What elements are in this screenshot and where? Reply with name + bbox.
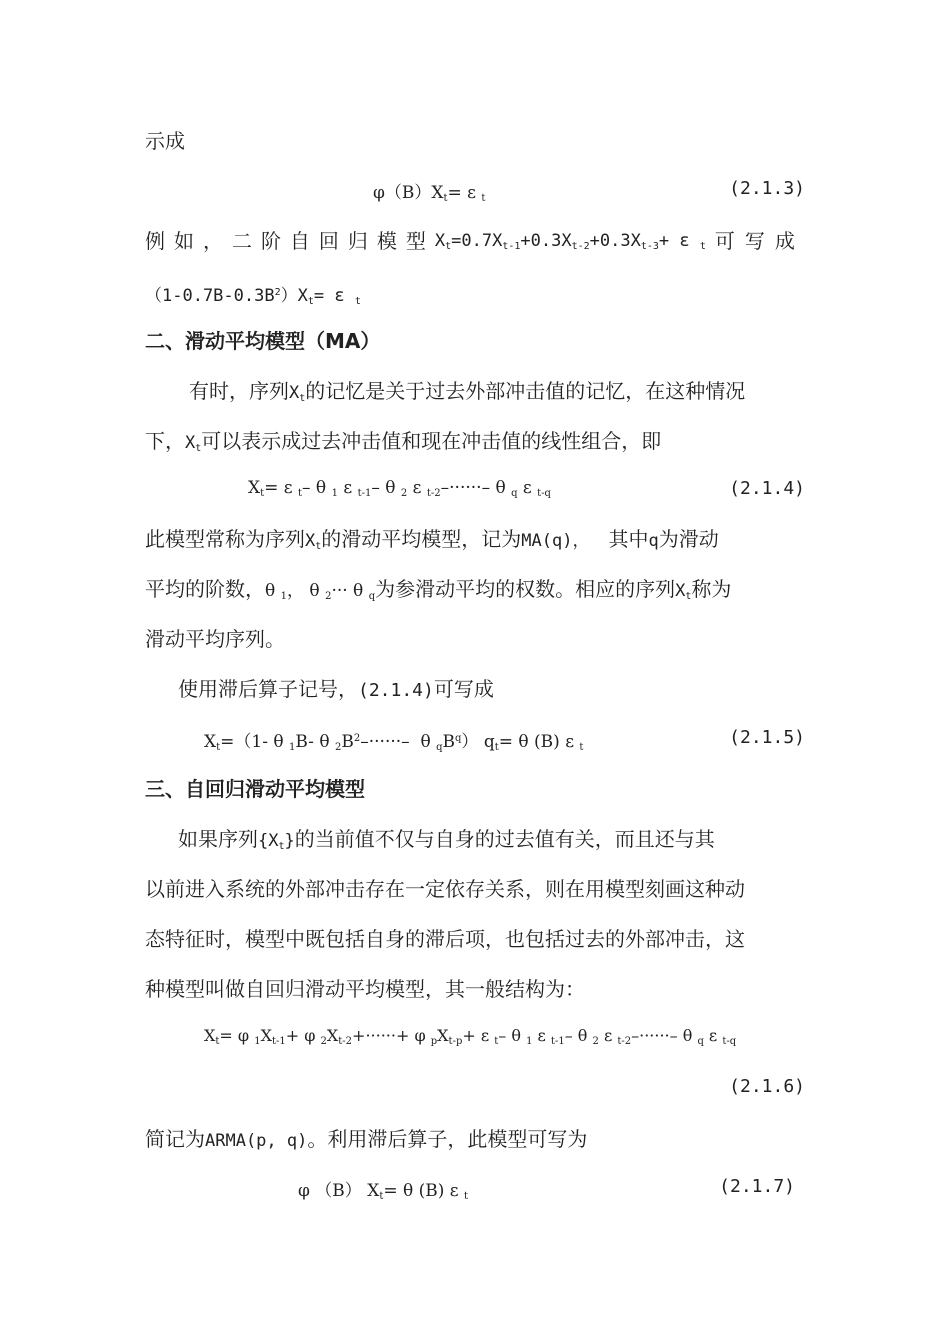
text-line (145, 626, 805, 652)
text-fragment: 可写成 (433, 677, 494, 701)
section-heading: 二、滑动平均模型（MA） (145, 329, 381, 353)
text-fragment: 有时，序列 (189, 379, 289, 403)
text-fragment: 称为 (691, 577, 732, 601)
text-fragment: MA(q)， (521, 531, 590, 551)
equation-number: (2.1.5) (729, 727, 805, 748)
text-char: 回 (318, 229, 339, 253)
equation-2-1-7: φ （B） $X_t= \theta$ (B) ε $_t$ (298, 1181, 469, 1202)
text-fragment: 为参滑动平均的权数。相应的序列 (375, 577, 676, 601)
text-fragment: 其中 (608, 527, 649, 551)
text-char: 阶 (260, 229, 281, 253)
equation-number: (2.1.6) (729, 1076, 805, 1097)
text-fragment: 此模型常称为序列 (145, 527, 305, 551)
section-heading: 三、自回归滑动平均模型 (145, 777, 365, 801)
text-fragment: 下， (145, 429, 185, 453)
text-line (178, 676, 838, 704)
text-fragment: 的滑动平均模型，记为 (321, 527, 522, 551)
text-line (145, 128, 805, 154)
text-char: 二 (231, 229, 252, 253)
text-fragment: 平均的阶数， (145, 577, 265, 601)
text-line: 有时，序列$X_t$的记忆是关于过去外部冲击值的记忆，在这种情况 (189, 379, 746, 404)
text-fragment: 。利用滞后算子，此模型可写为 (307, 1127, 588, 1151)
formula-line: $(1-0.7B-0.3B^2)X_t= \varepsilon$ $_t$ (145, 286, 361, 307)
text-fragment: q (648, 531, 659, 551)
text-fragment: ARMA(p, q) (205, 1131, 308, 1151)
text-char: 如 (173, 229, 194, 253)
text-fragment: 的记忆是关于过去外部冲击值的记忆，在这种情况 (305, 379, 746, 403)
text-fragment: 滑动平均序列。 (145, 627, 285, 651)
example-line (145, 228, 805, 260)
equation-number: (2.1.7) (719, 1176, 795, 1197)
equation-number: (2.1.3) (729, 178, 805, 199)
text-line: 下，$X_t$可以表示成过去冲击值和现在冲击值的线性组合，即 (145, 429, 662, 454)
equation-2-1-3: $\varphi(B)X_t= \varepsilon$ $_t$ (373, 183, 486, 204)
text-fragment: 简记为 (145, 1127, 205, 1151)
text-line: 此模型常称为序列$X_t$的滑动平均模型，记为MA(q)， 其中q为滑动 (145, 527, 719, 552)
inline-formula: $X_t=0.7X_{t-1}+0.3X_{t-2}+0.3X_{t-3}+ \varepsilon$ $_t$ (434, 231, 706, 252)
text-fragment: 的当前值不仅与自身的过去值有关，而且还与其 (294, 827, 715, 851)
text-fragment: 为滑动 (658, 527, 719, 551)
text-char: 归 (347, 229, 368, 253)
text-char: ， (202, 229, 223, 253)
text-line (145, 876, 805, 902)
text-fragment: 使用滞后算子记号， (178, 677, 358, 701)
text-line (145, 976, 805, 1002)
text-char: 型 (405, 229, 426, 253)
text-line: 如果序列$\{X_t\}$的当前值不仅与自身的过去值有关，而且还与其 (178, 827, 715, 852)
text-line (145, 926, 805, 952)
text-fragment: 种模型叫做自回归滑动平均模型，其一般结构为： (145, 977, 585, 1001)
text-fragment: 如果序列 (178, 827, 258, 851)
text-line: 平均的阶数，θ $_1$， θ $_2$··· θ $_q$为参滑动平均的权数。相应的序列$X_t$称为 (145, 577, 732, 602)
text-char: 自 (289, 229, 310, 253)
equation-2-1-6: $X_t= \varphi$ $_1X_{t-1}+ \varphi$ $_2X_{t-2}+\cdot\cdot\cdot\cdot\cdot\cdot+ \varphi$ $_pX_{t-p}+ \varepsilon$ $_t$– θ $_1$ ε $_{t-1}$– θ $_2$ ε $_{t-2}$–······– θ $_q$ ε $_{t-q}$ (204, 1026, 737, 1047)
text-fragment: 示成 (145, 129, 185, 153)
text-fragment: 可写成 (714, 229, 805, 253)
equation-number: (2.1.4) (729, 478, 805, 499)
text-fragment: 可以表示成过去冲击值和现在冲击值的线性组合，即 (201, 429, 662, 453)
equation-2-1-4: $X_t= \varepsilon$ $_t$– θ $_1$ ε $_{t-1}$– θ $_2$ ε $_{t-2}$–······– θ $_q$ ε $_{t-q}$ (248, 478, 551, 499)
text-fragment: 以前进入系统的外部冲击存在一定依存关系，则在用模型刻画这种动 (145, 877, 745, 901)
text-line (145, 1126, 805, 1154)
text-char: 模 (376, 229, 397, 253)
text-fragment: 态特征时，模型中既包括自身的滞后项，也包括过去的外部冲击，这 (145, 927, 745, 951)
text-char: 例 (145, 229, 165, 253)
equation-2-1-5: $X_t=(1-$ θ $_1$B- θ $_2B^2-\cdot\cdot\cdot\cdot\cdot\cdot-$ θ $_qB^q$） $q_t= \theta$ (B) ε $_t$ (204, 732, 584, 753)
text-fragment: (2.1.4) (358, 680, 434, 701)
